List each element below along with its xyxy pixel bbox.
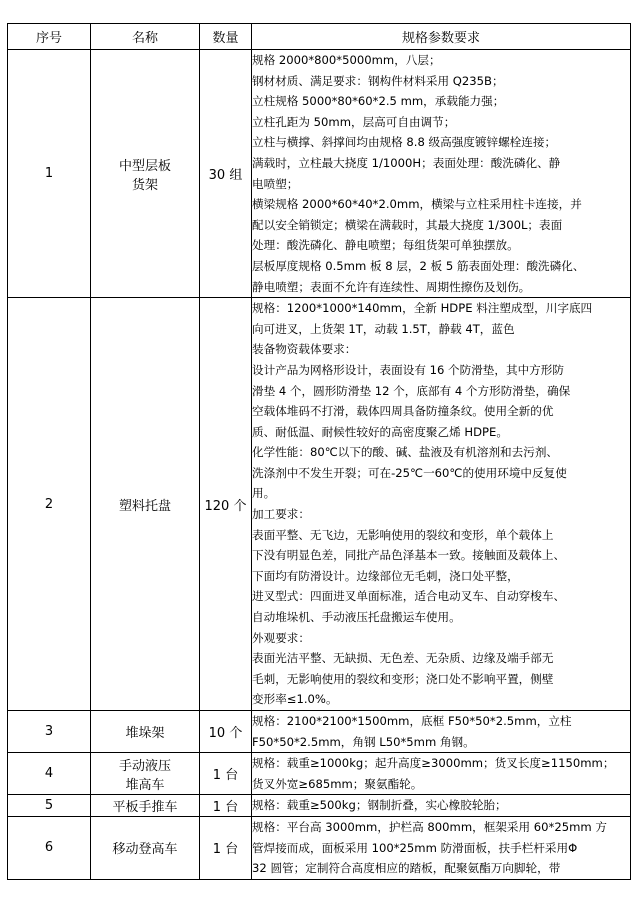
row-index: 5: [8, 795, 91, 817]
spec-line: F50*50*2.5mm，角钢 L50*5mm 角钢。: [252, 734, 475, 749]
row-index: 2: [8, 298, 91, 711]
row-name-line: 货架: [131, 177, 158, 193]
header-index: 序号: [8, 24, 91, 50]
spec-line: 电喷塑；: [252, 176, 299, 191]
row-index: 4: [8, 753, 91, 795]
row-qty: 1 台: [200, 753, 252, 795]
table-row: [8, 50, 631, 298]
row-spec: [252, 795, 631, 817]
table-row: [8, 711, 631, 753]
spec-line: 钢材材质、满足要求：钢构件材料采用 Q235B；: [252, 73, 504, 88]
table-row: [8, 753, 631, 795]
spec-line: 加工要求：: [252, 507, 310, 522]
spec-table: [7, 23, 631, 880]
spec-line: 层板厚度规格 0.5mm 板 8 层，2 板 5 筋表面处理：酸洗磷化、: [252, 258, 585, 273]
row-spec: [252, 50, 631, 298]
row-qty: 30 组: [200, 50, 252, 298]
spec-line: 处理：酸洗磷化、静电喷塑；每组货架可单独摆放。: [252, 238, 519, 253]
row-name: [91, 816, 200, 879]
spec-line: 进叉型式：四面进叉单面标准，适合电动叉车、自动穿梭车、: [252, 589, 566, 604]
row-spec: [252, 711, 631, 753]
row-qty: 1 台: [200, 816, 252, 879]
spec-line: 化学性能：80℃以下的酸、碱、盐液及有机溶剂和去污剂、: [252, 445, 559, 460]
spec-line: 配以安全销锁定；横梁在满载时，其最大挠度 1/300L；表面: [252, 217, 563, 232]
spec-line: 自动堆垛机、手动液压托盘搬运车使用。: [252, 610, 461, 625]
row-qty: 10 个: [200, 711, 252, 753]
spec-line: 向可进叉，上货架 1T，动载 1.5T，静载 4T，蓝色: [252, 321, 515, 336]
header-spec: 规格参数要求: [252, 24, 631, 50]
row-index: 6: [8, 816, 91, 879]
spec-line: 用。: [252, 486, 276, 501]
spec-line: 毛刺，无影响使用的裂纹和变形；浇口处不影响平置，侧壁: [252, 671, 554, 686]
row-name: [91, 753, 200, 795]
spec-line: 32 圆管；定制符合高度相应的踏板，配聚氨酯万向脚轮，带: [252, 861, 561, 876]
table-row: [8, 795, 631, 817]
spec-line: 管焊接而成，面板采用 100*25mm 防滑面板，扶手栏杆采用Φ: [252, 840, 578, 855]
row-name-line: 移动登高车: [112, 842, 178, 858]
spec-line: 变形率≤1.0%。: [252, 692, 338, 707]
spec-line: 规格：平台高 3000mm，护栏高 800mm，框架采用 60*25mm 方: [252, 819, 607, 834]
table-row: [8, 816, 631, 879]
spec-line: 滑垫 4 个，圆形防滑垫 12 个，底部有 4 个方形防滑垫，确保: [252, 383, 571, 398]
spec-line: 横梁规格 2000*60*40*2.0mm，横梁与立柱采用柱卡连接，并: [252, 197, 582, 212]
header-row: [8, 24, 631, 50]
spec-line: 货叉外宽≥685mm；聚氨酯轮。: [252, 776, 423, 791]
spec-line: 立柱与横撑、斜撑间均由规格 8.8 级高强度镀锌螺栓连接；: [252, 135, 557, 150]
row-name-line: 堆高车: [125, 777, 165, 793]
row-name-line: 堆垛架: [125, 726, 165, 742]
row-qty: 120 个: [200, 298, 252, 711]
spec-line: 规格：载重≥1000kg；起升高度≥3000mm；货叉长度≥1150mm；: [252, 756, 615, 771]
header-name: 名称: [91, 24, 200, 50]
spec-line: 规格：载重≥500kg；钢制折叠，实心橡胶轮胎；: [252, 798, 507, 813]
row-qty: 1 台: [200, 795, 252, 817]
spec-line: 装备物资载体要求：: [252, 342, 357, 357]
row-spec: [252, 816, 631, 879]
row-name-line: 中型层板: [118, 158, 171, 174]
spec-line: 下没有明显色差，同批产品色泽基本一致。接触面及载体上、: [252, 548, 566, 563]
row-name-line: 平板手推车: [112, 800, 178, 816]
spec-line: 规格 2000*800*5000mm，八层；: [252, 53, 441, 67]
spec-line: 洗涤剂中不发生开裂；可在-25℃一60℃的使用环境中反复使: [252, 465, 567, 480]
spec-line: 表面平整、无飞边，无影响使用的裂纹和变形，单个载体上: [252, 527, 554, 542]
spec-line: 外观要求：: [252, 630, 310, 645]
spec-line: 规格：2100*2100*1500mm，底框 F50*50*2.5mm，立柱: [252, 714, 572, 728]
row-spec: [252, 298, 631, 711]
spec-line: 立柱规格 5000*80*60*2.5 mm，承载能力强；: [252, 94, 505, 109]
spec-line: 下面均有防滑设计。边缘部位无毛刺，浇口处平整，: [252, 568, 519, 583]
row-name: [91, 795, 200, 817]
row-name: [91, 50, 200, 298]
row-index: 3: [8, 711, 91, 753]
table-row: [8, 298, 631, 711]
spec-line: 立柱孔距为 50mm，层高可自由调节；: [252, 114, 456, 129]
row-name: [91, 711, 200, 753]
spec-line: 质、耐低温、耐候性较好的高密度聚乙烯 HDPE。: [252, 424, 508, 439]
spec-line: 设计产品为网格形设计，表面设有 16 个防滑垫，其中方形防: [252, 362, 564, 377]
spec-line: 静电喷塑；表面不允许有连续性、周期性擦伤及划伤。: [252, 279, 531, 294]
row-spec: [252, 753, 631, 795]
spec-line: 满载时，立柱最大挠度 1/1000H；表面处理：酸洗磷化、静: [252, 155, 561, 170]
spec-line: 规格：1200*1000*140mm，全新 HDPE 料注塑成型，川字底四: [252, 301, 593, 316]
header-qty: 数量: [200, 24, 252, 50]
row-name-line: 手动液压: [118, 758, 171, 774]
row-name: [91, 298, 200, 711]
row-index: 1: [8, 50, 91, 298]
spec-line: 空载体堆码不打滑，载体四周具备防撞条纹。使用全新的优: [252, 404, 554, 419]
row-name-line: 塑料托盘: [118, 498, 171, 514]
spec-line: 表面光洁平整、无缺损、无色差、无杂质、边缘及端手部无: [252, 651, 554, 666]
